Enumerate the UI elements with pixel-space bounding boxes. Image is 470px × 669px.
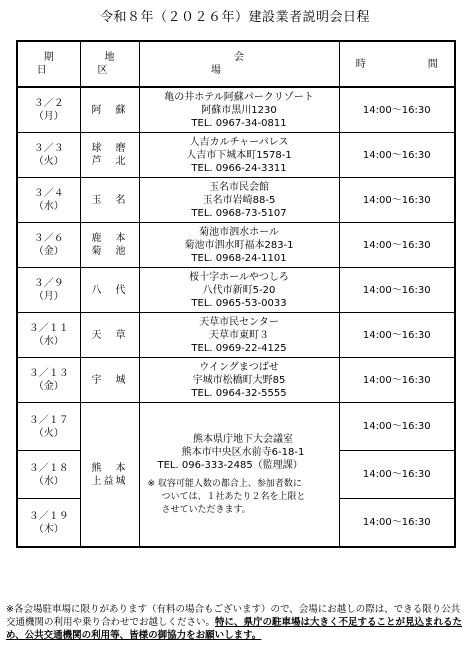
notice-text: ※各会場駐車場に限りがあります（有料の場合もございます）ので、会場にお越しの際は、できる限り公共交通機関の利用や乗り合わせでお越しください。	[6, 604, 461, 628]
venue-cell: 菊池市泗水ホール 菊池市泗水町福本283-1 TEL. 0968-24-1101	[139, 223, 339, 268]
time-cell: 14:00～16:30	[339, 403, 455, 451]
header-area: 地 区	[80, 41, 139, 87]
table-header-row	[17, 41, 455, 87]
venue-cell: 玉名市民会館 玉名市岩崎88-5 TEL. 0968-73-5107	[139, 178, 339, 223]
venue-cell: 桜十字ホールやつしろ 八代市新町5-20 TEL. 0965-53-0033	[139, 268, 339, 313]
venue-phone: TEL. 096-333-2485（監理課）	[157, 459, 303, 471]
header-venue: 会 場	[139, 41, 339, 87]
area-cell: 阿 蘇	[80, 87, 139, 133]
venue-cell: 天草市民センター 天草市東町３ TEL. 0969-22-4125	[139, 313, 339, 358]
date-cell: ３／２ （月）	[17, 87, 80, 133]
date-cell: ３／６ （金）	[17, 223, 80, 268]
venue-cell: ウイングまつばせ 宇城市松橋町大野85 TEL. 0964-32-5555	[139, 358, 339, 403]
time-cell: 14:00～16:30	[339, 268, 455, 313]
venue-name: 熊本県庁地下大会議室	[193, 433, 293, 445]
date-cell: ３／１９ （木）	[17, 499, 80, 548]
table-row	[17, 358, 455, 403]
time-cell: 14:00～16:30	[339, 451, 455, 499]
venue-address: 熊本市中央区水前寺6-18-1	[181, 446, 305, 458]
table-row	[17, 87, 455, 133]
date-cell: ３／３ （火）	[17, 133, 80, 178]
time-cell: 14:00～16:30	[339, 499, 455, 548]
header-time: 時 間	[339, 41, 455, 87]
date-cell: ３／１８ （水）	[17, 451, 80, 499]
table-row	[17, 133, 455, 178]
time-cell: 14:00～16:30	[339, 133, 455, 178]
parking-notice	[6, 603, 464, 642]
date-cell: ３／１３ （金）	[17, 358, 80, 403]
table-row	[17, 178, 455, 223]
header-date: 期 日	[17, 41, 80, 87]
time-cell: 14:00～16:30	[339, 87, 455, 133]
venue-cell: 亀の井ホテル阿蘇パークリゾート 阿蘇市黒川1230 TEL. 0967-34-0811	[139, 87, 339, 133]
area-cell: 鹿 本 菊 池	[80, 223, 139, 268]
notice-emphasis: 特に、県庁の駐車場は大きく不足することが見込まれるため、公共交通機関の利用等、皆様の御協力をお願いします。	[6, 617, 463, 641]
area-cell: 宇 城	[80, 358, 139, 403]
venue-cell: 人吉カルチャーパレス 人吉市下城本町1578-1 TEL. 0966-24-3311	[139, 133, 339, 178]
table-row	[17, 313, 455, 358]
area-cell: 球 磨 芦 北	[80, 133, 139, 178]
date-cell: ３／１７ （火）	[17, 403, 80, 451]
area-cell: 天 草	[80, 313, 139, 358]
date-cell: ３／９ （月）	[17, 268, 80, 313]
table-row	[17, 268, 455, 313]
area-cell: 玉 名	[80, 178, 139, 223]
time-cell: 14:00～16:30	[339, 223, 455, 268]
capacity-note: ※ 収容可能人数の都合上、参加者数に ついては、１社あたり２名を上限と させていただきます。	[147, 478, 306, 515]
date-cell: ３／１１ （水）	[17, 313, 80, 358]
table-row	[17, 403, 455, 451]
page-title: 令和８年（２０２６年）建設業者説明会日程	[99, 10, 370, 25]
area-cell: 熊 本 上益城	[80, 403, 139, 548]
date-cell: ３／４ （水）	[17, 178, 80, 223]
venue-cell	[139, 403, 339, 548]
time-cell: 14:00～16:30	[339, 358, 455, 403]
time-cell: 14:00～16:30	[339, 178, 455, 223]
time-cell: 14:00～16:30	[339, 313, 455, 358]
area-cell: 八 代	[80, 268, 139, 313]
table-row	[17, 223, 455, 268]
schedule-table	[16, 40, 456, 548]
